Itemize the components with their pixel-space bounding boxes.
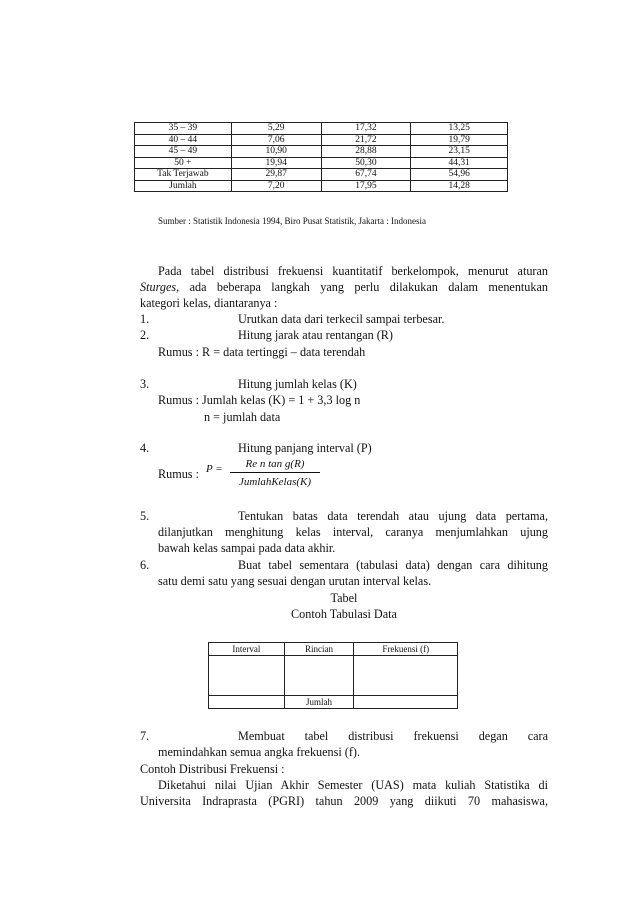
step-3-text: Hitung jumlah kelas (K)	[238, 377, 357, 391]
table-cell: 28,88	[321, 146, 411, 158]
table-cell: 13,25	[411, 123, 508, 135]
sturges-term: Sturges	[140, 280, 177, 294]
intro-line-2	[140, 279, 548, 295]
table-row	[135, 123, 508, 135]
step-6-line-2: satu demi satu yang sesuai dengan urutan interval kelas.	[158, 574, 432, 588]
step-7-number: 7.	[140, 729, 150, 743]
table-cell: 44,31	[411, 157, 508, 169]
table-cell: 19,79	[411, 134, 508, 146]
step-3-formula: Rumus : Jumlah kelas (K) = 1 + 3,3 log n	[158, 393, 361, 407]
step-2-text: Hitung jarak atau rentangan (R)	[238, 328, 393, 342]
table-cell: 50,30	[321, 157, 411, 169]
intro-line-3: kategori kelas, diantaranya :	[140, 296, 278, 310]
step-2-formula: Rumus : R = data tertinggi – data terendah	[158, 345, 366, 359]
table-cell: 17,32	[321, 123, 411, 135]
step-1-number: 1.	[140, 312, 150, 326]
step-3-number: 3.	[140, 377, 150, 391]
table-cell	[209, 656, 285, 696]
table-cell: 67,74	[321, 169, 411, 181]
step-1-text: Urutkan data dari terkecil sampai terbesar.	[238, 312, 445, 326]
formula-denominator: JumlahKelas(K)	[238, 476, 312, 488]
table-cell: 5,29	[231, 123, 321, 135]
table-row	[135, 146, 508, 158]
step-4-formula-label: Rumus :	[158, 467, 199, 481]
source-note: Sumber : Statistik Indonesia 1994, Biro Pusat Statistik, Jakarta : Indonesia	[158, 216, 426, 226]
formula-lhs: P =	[206, 463, 223, 475]
table-cell: 17,95	[321, 180, 411, 192]
intro-line-1: Pada tabel distribusi frekuensi kuantitatif berkelompok, menurut aturan	[158, 264, 548, 278]
table-cell: 54,96	[411, 169, 508, 181]
table-cell: 7,06	[231, 134, 321, 146]
step-7-line-1: Membuat tabel distribusi frekuensi degan cara	[238, 729, 548, 743]
interval-formula	[230, 458, 320, 488]
table-cell: 50 +	[135, 157, 232, 169]
table-cell: 21,72	[321, 134, 411, 146]
example-heading: Contoh Distribusi Frekuensi :	[140, 762, 285, 776]
table-cell	[354, 696, 458, 709]
step-4-number: 4.	[140, 441, 150, 455]
header-interval: Interval	[209, 643, 285, 656]
table-cell: 7,20	[231, 180, 321, 192]
header-rincian: Rincian	[284, 643, 354, 656]
table-caption-title: Contoh Tabulasi Data	[291, 607, 397, 621]
table-footer-row	[209, 696, 458, 709]
table-cell: Jumlah	[135, 180, 232, 192]
table-cell: 40 – 44	[135, 134, 232, 146]
table-row	[135, 180, 508, 192]
table-cell: 10,90	[231, 146, 321, 158]
table-row	[135, 157, 508, 169]
table-caption-label: Tabel	[330, 591, 358, 605]
table-cell: 14,28	[411, 180, 508, 192]
step-3-note: n = jumlah data	[204, 410, 281, 424]
table-row	[135, 169, 508, 181]
step-5-line-3: bawah kelas sampai pada data akhir.	[158, 541, 336, 555]
step-5-line-2: dilanjutkan menghitung kelas interval, caranya menjumlahkan ujung	[158, 525, 548, 539]
step-2-number: 2.	[140, 328, 150, 342]
table-row	[135, 134, 508, 146]
table-cell: 29,87	[231, 169, 321, 181]
table-cell	[209, 696, 285, 709]
step-6-line-1: Buat tabel sementara (tabulasi data) dengan cara dihitung	[238, 558, 548, 572]
table-cell	[284, 656, 354, 696]
step-4-text: Hitung panjang interval (P)	[238, 441, 372, 455]
step-5-line-1: Tentukan batas data terendah atau ujung data pertama,	[238, 509, 548, 523]
header-frekuensi: Frekuensi (f)	[354, 643, 458, 656]
step-7-line-2: memindahkan semua angka frekuensi (f).	[158, 745, 361, 759]
example-line-1: Diketahui nilai Ujian Akhir Semester (UAS) mata kuliah Statistika di	[158, 778, 548, 792]
footer-jumlah: Jumlah	[284, 696, 354, 709]
table-cell: 35 – 39	[135, 123, 232, 135]
table-cell: 19,94	[231, 157, 321, 169]
table-header-row	[209, 643, 458, 656]
table-cell: 45 – 49	[135, 146, 232, 158]
tabulation-table	[208, 642, 458, 709]
step-6-number: 6.	[140, 558, 150, 572]
statistics-table	[134, 122, 508, 192]
table-row	[209, 656, 458, 696]
intro-line-2-rest: , ada beberapa langkah yang perlu dilakukan dalam menentukan	[176, 280, 548, 294]
table-cell: 23,15	[411, 146, 508, 158]
table-cell: Tak Terjawab	[135, 169, 232, 181]
example-line-2: Universita Indraprasta (PGRI) tahun 2009 yang diikuti 70 mahasiswa,	[140, 794, 548, 808]
step-5-number: 5.	[140, 509, 150, 523]
table-cell	[354, 656, 458, 696]
formula-numerator: Re n tan g(R)	[230, 458, 320, 473]
